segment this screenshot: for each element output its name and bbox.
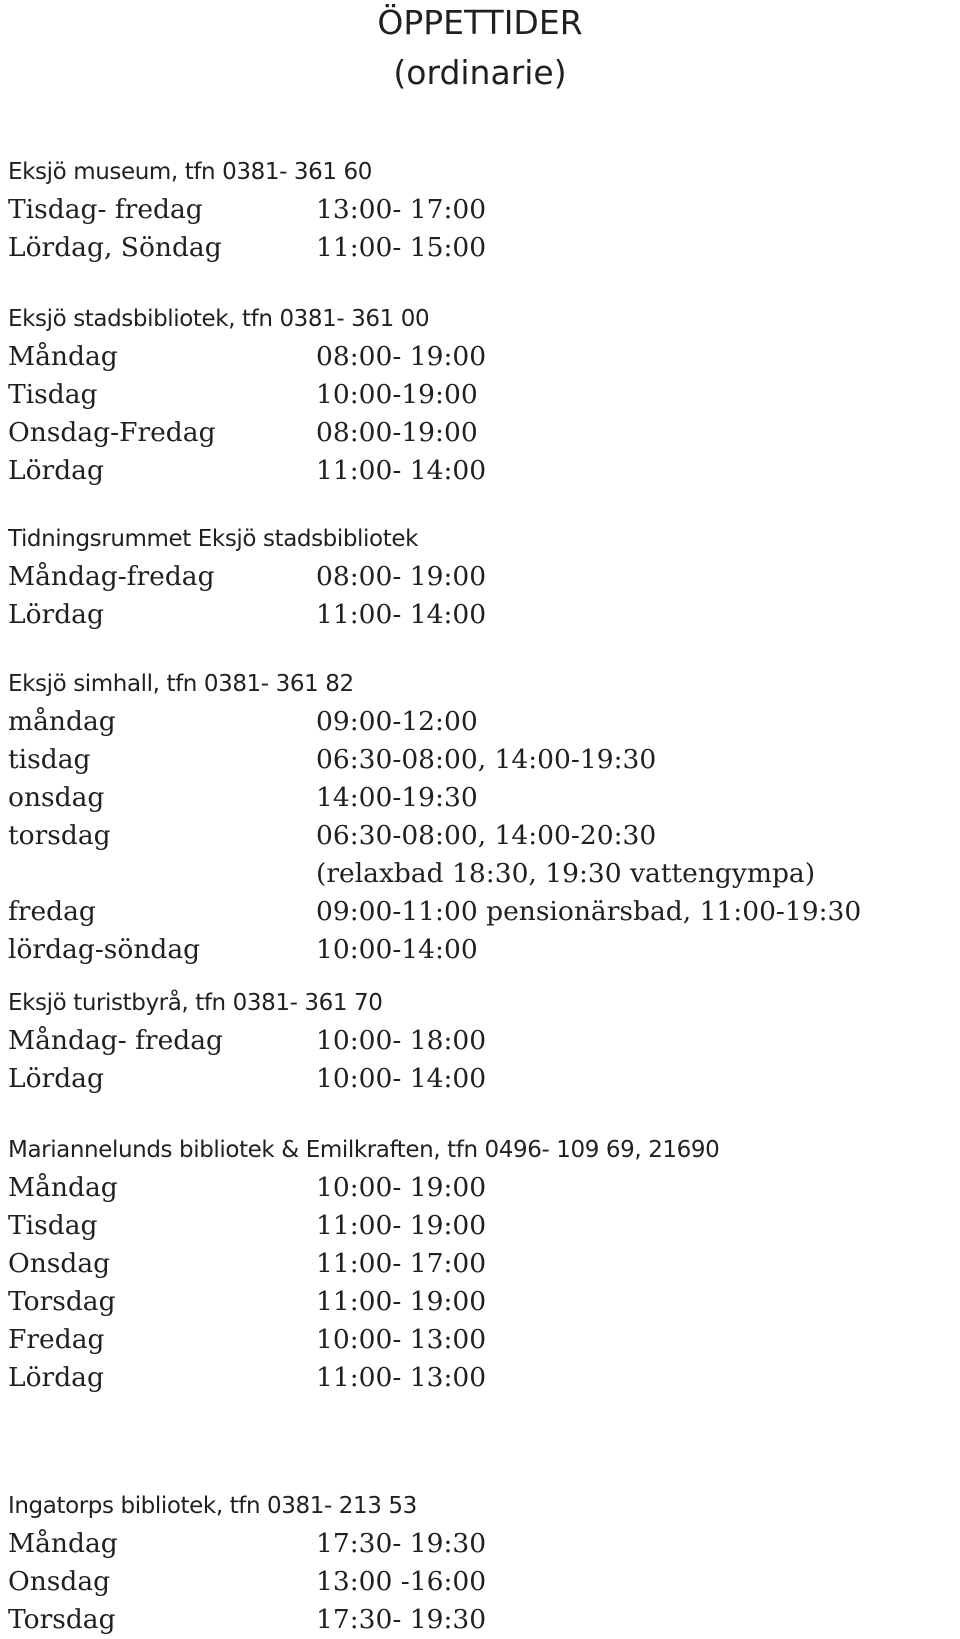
time-value: 11:00- 14:00	[316, 455, 487, 486]
time-value: 10:00-19:00	[316, 379, 478, 410]
day-label: lördag-söndag	[8, 934, 201, 965]
time-value: 10:00- 18:00	[316, 1025, 487, 1056]
hours-row	[8, 1321, 958, 1359]
day-label: onsdag	[8, 782, 105, 813]
page-subtitle: (ordinarie)	[393, 53, 567, 92]
day-label: Lördag	[8, 1362, 104, 1393]
time-value: 08:00- 19:00	[316, 561, 487, 592]
time-value: 11:00- 14:00	[316, 599, 487, 630]
day-label: Onsdag	[8, 1248, 111, 1279]
day-label: Lördag, Söndag	[8, 232, 222, 263]
section-eksjo-simhall	[8, 665, 958, 969]
day-label: Lördag	[8, 455, 104, 486]
time-value: 09:00-11:00 pensionärsbad, 11:00-19:30	[316, 896, 862, 927]
hours-row	[8, 452, 958, 490]
time-value: 11:00- 19:00	[316, 1210, 487, 1241]
hours-row	[8, 1060, 958, 1098]
section-heading: Mariannelunds bibliotek & Emilkraften, tfn 0496- 109 69, 21690	[8, 1137, 720, 1163]
hours-row	[8, 558, 958, 596]
time-value: 10:00- 19:00	[316, 1172, 487, 1203]
hours-row	[8, 817, 958, 855]
hours-row	[8, 1563, 958, 1601]
time-value: 14:00-19:30	[316, 782, 478, 813]
section-tidningsrummet	[8, 520, 958, 634]
day-label: Torsdag	[8, 1286, 116, 1317]
hours-row	[8, 1169, 958, 1207]
hours-row	[8, 1601, 958, 1639]
time-value: 11:00- 17:00	[316, 1248, 487, 1279]
section-heading: Eksjö simhall, tfn 0381- 361 82	[8, 671, 354, 697]
hours-row	[8, 1525, 958, 1563]
section-heading: Ingatorps bibliotek, tfn 0381- 213 53	[8, 1493, 417, 1519]
hours-row	[8, 1207, 958, 1245]
time-value: 06:30-08:00, 14:00-20:30	[316, 820, 657, 851]
time-value: 17:30- 19:30	[316, 1528, 487, 1559]
time-value: 06:30-08:00, 14:00-19:30	[316, 744, 657, 775]
hours-row	[8, 703, 958, 741]
hours-row	[8, 596, 958, 634]
hours-row	[8, 376, 958, 414]
day-label: Tisdag	[8, 379, 98, 410]
time-value: 11:00- 15:00	[316, 232, 487, 263]
hours-row-note	[8, 855, 958, 893]
day-label: Måndag-fredag	[8, 561, 215, 592]
time-value: 10:00-14:00	[316, 934, 478, 965]
day-label: Tisdag- fredag	[8, 194, 203, 225]
day-label: tisdag	[8, 744, 91, 775]
page-title: ÖPPETTIDER	[377, 3, 583, 42]
hours-row	[8, 1283, 958, 1321]
time-value: 10:00- 13:00	[316, 1324, 487, 1355]
hours-row	[8, 229, 958, 267]
time-value: 17:30- 19:30	[316, 1604, 487, 1635]
hours-row	[8, 338, 958, 376]
day-label: torsdag	[8, 820, 111, 851]
hours-row	[8, 931, 958, 969]
day-label: Onsdag	[8, 1566, 111, 1597]
time-value: 11:00- 19:00	[316, 1286, 487, 1317]
section-heading: Eksjö stadsbibliotek, tfn 0381- 361 00	[8, 306, 430, 332]
time-note: (relaxbad 18:30, 19:30 vattengympa)	[316, 858, 816, 889]
section-eksjo-stadsbibliotek	[8, 300, 958, 490]
time-value: 09:00-12:00	[316, 706, 478, 737]
section-ingatorps-bibliotek	[8, 1487, 958, 1639]
hours-row	[8, 1359, 958, 1397]
day-label: fredag	[8, 896, 96, 927]
hours-row	[8, 893, 958, 931]
hours-row	[8, 414, 958, 452]
day-label: måndag	[8, 706, 116, 737]
day-label: Fredag	[8, 1324, 105, 1355]
day-label: Måndag	[8, 1528, 118, 1559]
section-eksjo-museum	[8, 153, 958, 267]
time-value: 11:00- 13:00	[316, 1362, 487, 1393]
section-heading: Eksjö turistbyrå, tfn 0381- 361 70	[8, 990, 383, 1016]
day-label: Måndag	[8, 1172, 118, 1203]
hours-row	[8, 1022, 958, 1060]
time-value: 13:00- 17:00	[316, 194, 487, 225]
section-heading: Eksjö museum, tfn 0381- 361 60	[8, 159, 372, 185]
time-value: 08:00- 19:00	[316, 341, 487, 372]
day-label	[8, 855, 316, 893]
time-value: 08:00-19:00	[316, 417, 478, 448]
day-label: Tisdag	[8, 1210, 98, 1241]
day-label: Lördag	[8, 599, 104, 630]
hours-row	[8, 741, 958, 779]
hours-row	[8, 1245, 958, 1283]
hours-row	[8, 779, 958, 817]
section-eksjo-turistbyra	[8, 984, 958, 1098]
section-mariannelunds-bibliotek	[8, 1131, 958, 1397]
day-label: Torsdag	[8, 1604, 116, 1635]
time-value: 10:00- 14:00	[316, 1063, 487, 1094]
time-value: 13:00 -16:00	[316, 1566, 487, 1597]
day-label: Måndag	[8, 341, 118, 372]
day-label: Onsdag-Fredag	[8, 417, 216, 448]
day-label: Måndag- fredag	[8, 1025, 223, 1056]
day-label: Lördag	[8, 1063, 104, 1094]
section-heading: Tidningsrummet Eksjö stadsbibliotek	[8, 526, 418, 552]
hours-row	[8, 191, 958, 229]
